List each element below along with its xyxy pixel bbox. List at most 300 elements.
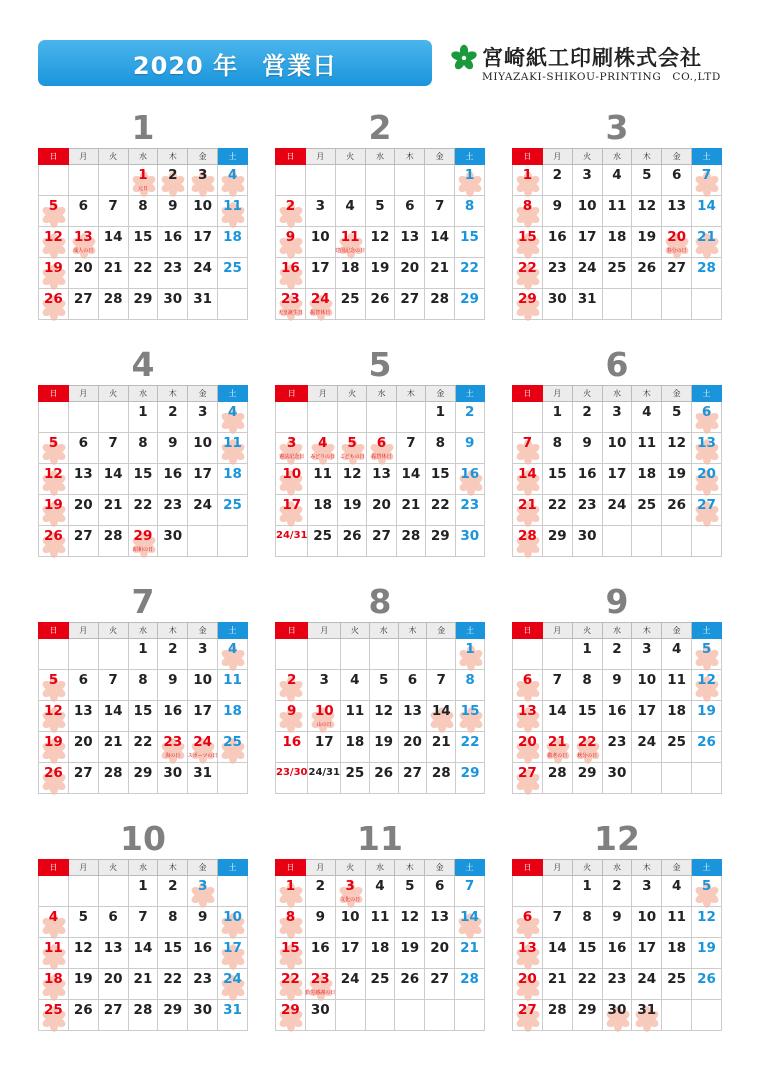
day-cell: [158, 165, 188, 196]
day-number: 26: [370, 291, 390, 307]
day-number: 22: [133, 734, 153, 750]
day-number: 25: [637, 497, 657, 513]
day-cell: [572, 258, 602, 289]
day-number: 13: [73, 466, 93, 482]
day-number: 15: [577, 703, 597, 719]
day-cell: [188, 196, 218, 227]
day-number: 30: [163, 291, 183, 307]
day-cell: [542, 763, 572, 794]
day-number: 16: [193, 940, 213, 956]
weekday-label: 土: [218, 623, 248, 639]
day-number: 30: [577, 528, 597, 544]
weekday-label: 火: [572, 860, 602, 876]
empty-day-cell: [395, 1000, 425, 1031]
day-number: 13: [430, 909, 450, 925]
weekday-header-row: [276, 149, 485, 165]
day-number: 16: [282, 734, 302, 750]
empty-day-cell: [98, 876, 128, 907]
day-number: 22: [133, 260, 153, 276]
day-cell: [572, 402, 602, 433]
day-number: 4: [48, 909, 59, 925]
day-cell: [276, 227, 306, 258]
day-cell: [158, 639, 188, 670]
weekday-header-row: [276, 860, 485, 876]
empty-day-cell: [276, 639, 308, 670]
day-number: 26: [637, 260, 657, 276]
weekday-label: 水: [128, 623, 158, 639]
day-number: 13: [697, 435, 716, 451]
empty-day-cell: [39, 639, 69, 670]
day-cell: [158, 969, 188, 1000]
holiday-name: 成人の日: [73, 248, 94, 254]
day-number: 21: [547, 734, 567, 750]
day-number: 18: [667, 940, 687, 956]
day-number: 25: [667, 971, 687, 987]
day-cell: [128, 763, 158, 794]
holiday-name: 春分の日: [666, 248, 687, 254]
day-number: 27: [103, 1002, 123, 1018]
day-number: 21: [401, 497, 421, 513]
day-cell: [513, 464, 543, 495]
day-cell: [98, 464, 128, 495]
week-row: [513, 196, 722, 227]
day-cell: [455, 402, 484, 433]
day-number: 13: [518, 940, 537, 956]
day-cell: [398, 763, 427, 794]
day-cell: [305, 938, 335, 969]
weekday-label: 木: [632, 623, 662, 639]
day-cell: [692, 876, 722, 907]
day-number: 19: [44, 734, 63, 750]
day-number: 27: [403, 765, 422, 781]
day-cell: [218, 938, 248, 969]
week-row: [276, 227, 485, 258]
weekday-label: 月: [305, 149, 335, 165]
day-number: 5: [378, 672, 389, 688]
day-cell: [188, 639, 218, 670]
day-number: 2: [315, 878, 325, 894]
day-cell: [602, 227, 632, 258]
day-number: 25: [223, 260, 242, 276]
weekday-label: 金: [662, 386, 692, 402]
day-number: 28: [103, 765, 123, 781]
empty-day-cell: [340, 639, 369, 670]
day-number: 30: [163, 765, 183, 781]
day-number: 13: [518, 703, 537, 719]
day-cell: [218, 165, 248, 196]
day-cell: [542, 938, 572, 969]
day-number: 17: [282, 497, 302, 513]
day-number: 7: [522, 435, 533, 451]
day-number: 29: [133, 291, 153, 307]
month-title: 11: [357, 819, 403, 858]
day-cell: [632, 196, 662, 227]
weekday-label: 土: [692, 386, 722, 402]
day-number: 24: [193, 260, 213, 276]
day-cell: [276, 670, 308, 701]
day-cell: [276, 907, 306, 938]
day-cell: [337, 495, 366, 526]
day-cell: [662, 165, 692, 196]
day-cell: [68, 1000, 98, 1031]
day-cell: [427, 701, 456, 732]
day-cell: [218, 969, 248, 1000]
day-cell: [218, 732, 248, 763]
day-cell: [68, 196, 98, 227]
day-cell: [276, 196, 306, 227]
day-number: 24: [607, 497, 627, 513]
day-cell: [455, 495, 484, 526]
day-cell: [572, 196, 602, 227]
day-number: 2: [168, 878, 178, 894]
day-cell: [218, 464, 248, 495]
title-label: 営業日: [262, 51, 338, 80]
month-calendar-table: [512, 859, 722, 1031]
week-row: [513, 227, 722, 258]
day-number: 3: [582, 167, 592, 183]
empty-day-cell: [337, 402, 366, 433]
day-number: 8: [138, 435, 148, 451]
day-number: 14: [697, 198, 716, 214]
day-cell: [305, 289, 335, 320]
day-cell: [632, 701, 662, 732]
day-cell: [632, 938, 662, 969]
day-number: 12: [44, 703, 63, 719]
day-cell: [455, 876, 485, 907]
day-cell: [98, 495, 128, 526]
day-number: 12: [342, 466, 362, 482]
day-number: 7: [552, 909, 562, 925]
day-number: 25: [313, 528, 333, 544]
day-number: 9: [285, 229, 296, 245]
day-number: 5: [375, 198, 385, 214]
day-cell: [572, 938, 602, 969]
day-number: 16: [163, 703, 183, 719]
holiday-name: 敬老の日: [547, 753, 568, 759]
day-cell: [39, 670, 69, 701]
day-number: 21: [103, 734, 123, 750]
day-cell: [426, 464, 455, 495]
day-number: 11: [607, 198, 627, 214]
day-number: 8: [435, 435, 446, 451]
weekday-label: 木: [158, 860, 188, 876]
day-number: 7: [108, 672, 118, 688]
day-cell: [98, 938, 128, 969]
day-number: 4: [642, 404, 652, 420]
day-cell: [602, 876, 632, 907]
day-cell: [335, 969, 365, 1000]
week-row: [276, 402, 485, 433]
day-cell: [365, 289, 395, 320]
day-cell: [692, 495, 722, 526]
day-number: 14: [133, 940, 153, 956]
day-number: 10: [340, 909, 360, 925]
day-number: 19: [370, 260, 390, 276]
day-cell: [158, 464, 188, 495]
day-cell: [68, 763, 98, 794]
week-row: [276, 732, 485, 763]
day-cell: [39, 433, 69, 464]
day-cell: [98, 732, 128, 763]
day-number: 17: [223, 940, 242, 956]
weekday-label: 金: [188, 386, 218, 402]
day-cell: [39, 701, 69, 732]
day-number: 29: [281, 1002, 300, 1018]
day-number: 24/31: [308, 767, 340, 778]
day-number: 17: [193, 229, 213, 245]
day-number: 5: [48, 672, 59, 688]
day-cell: [276, 433, 308, 464]
week-row: [39, 165, 248, 196]
day-cell: [632, 670, 662, 701]
weekday-label: 日: [39, 860, 69, 876]
day-number: 10: [193, 435, 213, 451]
day-cell: [158, 227, 188, 258]
day-number: 7: [108, 198, 118, 214]
day-cell: [128, 196, 158, 227]
empty-day-cell: [218, 526, 248, 557]
day-number: 12: [44, 229, 63, 245]
day-cell: [456, 732, 485, 763]
day-number: 27: [697, 497, 716, 513]
day-cell: [602, 196, 632, 227]
month-calendar-table: [38, 385, 248, 557]
day-number: 30: [460, 528, 480, 544]
day-cell: [572, 763, 602, 794]
day-cell: [455, 969, 485, 1000]
day-number: 11: [223, 198, 242, 214]
weekday-header-row: [39, 386, 248, 402]
day-cell: [188, 763, 218, 794]
day-cell: [662, 495, 692, 526]
day-cell: [455, 433, 484, 464]
day-cell: [572, 227, 602, 258]
week-row: [39, 227, 248, 258]
day-cell: [98, 227, 128, 258]
day-number: 15: [133, 703, 153, 719]
day-cell: [39, 1000, 69, 1031]
day-cell: [542, 433, 572, 464]
week-row: [276, 763, 485, 794]
day-number: 31: [223, 1002, 242, 1018]
day-cell: [218, 907, 248, 938]
day-number: 21: [103, 260, 123, 276]
day-number: 11: [313, 466, 333, 482]
day-cell: [602, 701, 632, 732]
weekday-label: 水: [128, 860, 158, 876]
day-cell: [335, 196, 365, 227]
week-row: [513, 289, 722, 320]
weekday-header-row: [39, 149, 248, 165]
day-number: 25: [607, 260, 627, 276]
day-cell: [188, 969, 218, 1000]
weekday-label: 月: [68, 623, 98, 639]
day-cell: [39, 196, 69, 227]
day-cell: [425, 907, 455, 938]
day-number: 9: [168, 672, 178, 688]
day-cell: [369, 701, 398, 732]
day-cell: [425, 876, 455, 907]
day-number: 12: [400, 909, 420, 925]
day-cell: [365, 969, 395, 1000]
weekday-label: 水: [128, 149, 158, 165]
holiday-name: 建国記念の日: [335, 248, 366, 254]
holiday-name: 文化の日: [340, 897, 361, 903]
empty-day-cell: [68, 402, 98, 433]
day-cell: [337, 526, 366, 557]
day-number: 20: [73, 260, 93, 276]
day-number: 14: [431, 703, 451, 719]
day-number: 11: [667, 909, 687, 925]
day-number: 19: [697, 703, 716, 719]
holiday-name: 憲法記念日: [279, 454, 305, 460]
day-number: 7: [434, 198, 445, 214]
day-number: 3: [315, 198, 325, 214]
day-cell: [662, 938, 692, 969]
day-cell: [367, 495, 396, 526]
weekday-label: 金: [188, 623, 218, 639]
week-row: [276, 1000, 485, 1031]
week-row: [276, 464, 485, 495]
weekday-header-row: [276, 386, 485, 402]
day-cell: [692, 165, 722, 196]
day-cell: [398, 732, 427, 763]
day-number: 27: [372, 528, 391, 544]
week-row: [39, 732, 248, 763]
day-number: 29: [430, 528, 450, 544]
day-number: 14: [401, 466, 421, 482]
day-cell: [425, 227, 455, 258]
weekday-label: 水: [369, 623, 398, 639]
day-number: 11: [370, 909, 390, 925]
week-row: [276, 969, 485, 1000]
day-cell: [98, 289, 128, 320]
day-number: 17: [637, 940, 657, 956]
day-number: 25: [223, 497, 242, 513]
day-cell: [68, 732, 98, 763]
weekday-label: 金: [188, 149, 218, 165]
day-cell: [158, 907, 188, 938]
day-number: 14: [103, 229, 123, 245]
day-number: 28: [547, 1002, 567, 1018]
day-number: 26: [44, 291, 63, 307]
day-number: 15: [518, 229, 537, 245]
day-cell: [692, 670, 722, 701]
day-number: 23: [577, 497, 597, 513]
day-number: 20: [103, 971, 123, 987]
company-logo: [450, 42, 730, 86]
day-number: 11: [223, 672, 242, 688]
day-number: 22: [430, 497, 450, 513]
day-number: 4: [317, 435, 328, 451]
day-number: 19: [342, 497, 362, 513]
day-number: 25: [44, 1002, 63, 1018]
weekday-label: 金: [425, 149, 455, 165]
day-number: 21: [103, 497, 123, 513]
day-number: 31: [193, 765, 213, 781]
day-cell: [602, 433, 632, 464]
day-number: 20: [372, 497, 391, 513]
empty-day-cell: [365, 1000, 395, 1031]
day-number: 5: [405, 878, 415, 894]
day-cell: [455, 258, 485, 289]
empty-day-cell: [365, 165, 395, 196]
day-number: 26: [342, 528, 362, 544]
empty-day-cell: [308, 639, 340, 670]
day-number: 25: [667, 734, 687, 750]
day-number: 30: [607, 765, 627, 781]
day-cell: [542, 526, 572, 557]
day-number: 3: [197, 878, 208, 894]
day-number: 18: [667, 703, 687, 719]
weekday-label: 火: [98, 860, 128, 876]
day-number: 21: [518, 497, 537, 513]
day-cell: [662, 196, 692, 227]
day-number: 29: [460, 765, 480, 781]
empty-day-cell: [427, 639, 456, 670]
day-number: 13: [667, 198, 687, 214]
empty-day-cell: [662, 526, 692, 557]
day-cell: [396, 433, 425, 464]
day-number: 29: [460, 291, 479, 307]
day-number: 13: [73, 703, 93, 719]
day-number: 24: [193, 497, 213, 513]
weekday-label: 月: [305, 860, 335, 876]
day-number: 25: [370, 971, 390, 987]
day-cell: [632, 402, 662, 433]
day-cell: [276, 258, 306, 289]
day-cell: [542, 227, 572, 258]
day-cell: [513, 907, 543, 938]
day-cell: [68, 670, 98, 701]
weekday-label: 木: [632, 149, 662, 165]
day-cell: [542, 969, 572, 1000]
day-number: 17: [637, 703, 657, 719]
day-number: 10: [223, 909, 242, 925]
day-number: 2: [168, 167, 178, 183]
holiday-name: 秋分の日: [577, 753, 598, 759]
day-cell: [158, 289, 188, 320]
day-cell: [662, 701, 692, 732]
week-row: [513, 433, 722, 464]
day-cell: [305, 907, 335, 938]
day-number: 7: [701, 167, 712, 183]
weekday-label: 土: [456, 623, 485, 639]
day-number: 11: [345, 703, 365, 719]
day-cell: [98, 433, 128, 464]
week-row: [513, 258, 722, 289]
day-cell: [158, 433, 188, 464]
empty-day-cell: [513, 876, 543, 907]
day-cell: [128, 1000, 158, 1031]
day-cell: [513, 526, 543, 557]
day-number: 7: [406, 435, 416, 451]
day-number: 5: [701, 878, 712, 894]
day-number: 6: [407, 672, 418, 688]
day-cell: [395, 907, 425, 938]
day-cell: [455, 196, 485, 227]
weekday-label: 火: [340, 623, 369, 639]
day-cell: [188, 402, 218, 433]
month-calendar-table: [275, 859, 485, 1031]
holiday-name: 勤労感謝の日: [305, 990, 336, 996]
week-row: [513, 165, 722, 196]
day-cell: [513, 701, 543, 732]
holiday-name: こどもの日: [339, 454, 365, 460]
day-cell: [513, 495, 543, 526]
day-cell: [308, 701, 340, 732]
holiday-name: スポーツの日: [187, 753, 218, 759]
